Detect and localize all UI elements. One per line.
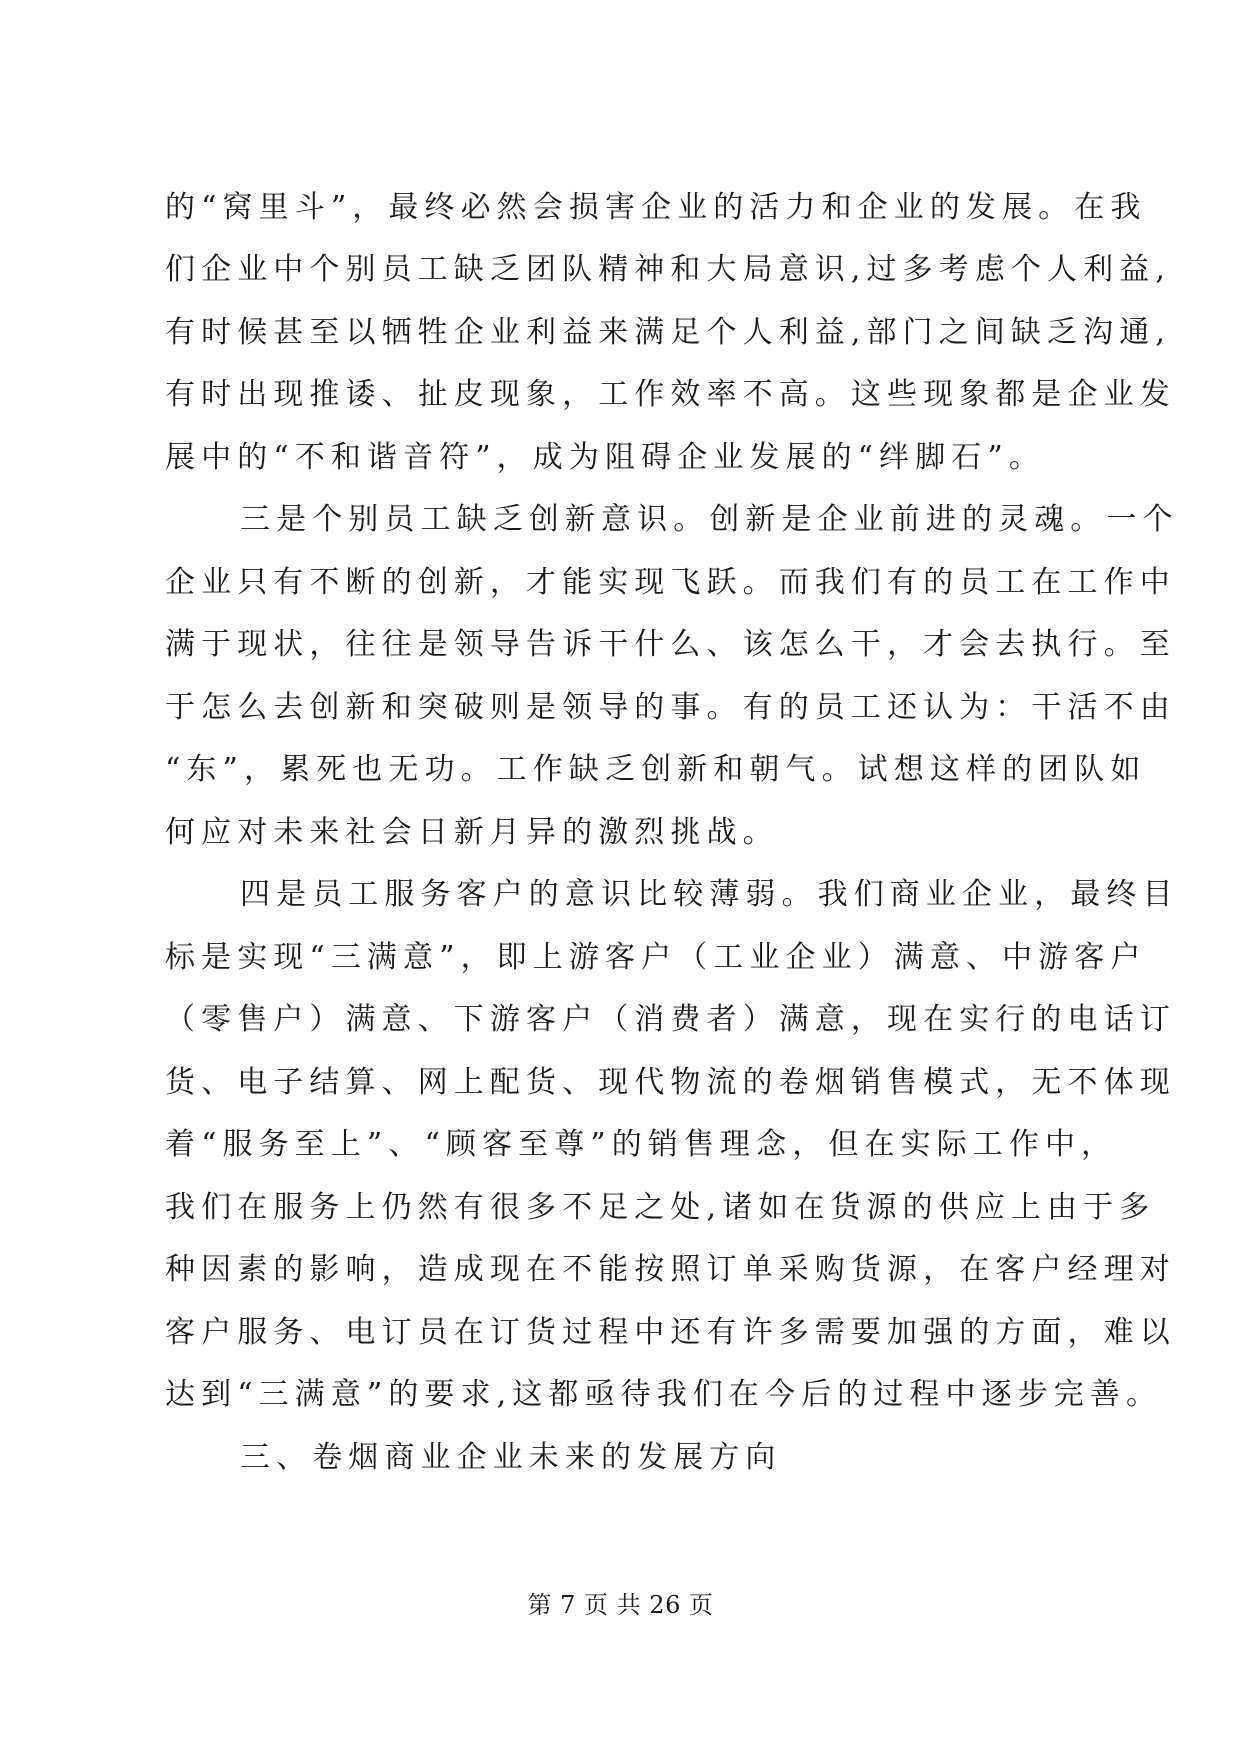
section-heading: 三、卷烟商业企业未来的发展方向 bbox=[240, 1440, 782, 1475]
body-text-line: 种因素的影响，造成现在不能按照订单采购货源，在客户经理对 bbox=[165, 1252, 1176, 1287]
body-text-line: 客户服务、电订员在订货过程中还有许多需要加强的方面，难以 bbox=[165, 1315, 1176, 1350]
body-text-line: 标是实现“三满意”，即上游客户（工业企业）满意、中游客户 bbox=[165, 940, 1147, 975]
body-text-line: 达到“三满意”的要求,这都亟待我们在今后的过程中逐步完善。 bbox=[165, 1377, 1163, 1412]
body-text-line: “东”，累死也无功。工作缺乏创新和朝气。试想这样的团队如 bbox=[165, 752, 1147, 787]
body-text-line: 们企业中个别员工缺乏团队精神和大局意识,过多考虑个人利益, bbox=[165, 252, 1171, 287]
body-text-line: 的“窝里斗”，最终必然会损害企业的活力和企业的发展。在我 bbox=[165, 190, 1147, 225]
body-text-line: 我们在服务上仍然有很多不足之处,诸如在货源的供应上由于多 bbox=[165, 1190, 1156, 1225]
body-text-line: 有时候甚至以牺牲企业利益来满足个人利益,部门之间缺乏沟通, bbox=[165, 315, 1171, 350]
body-text-line: 满于现状，往往是领导告诉干什么、该怎么干，才会去执行。至 bbox=[165, 627, 1176, 662]
body-text-line: （零售户）满意、下游客户（消费者）满意，现在实行的电话订 bbox=[165, 1002, 1176, 1037]
body-text-line: 企业只有不断的创新，才能实现飞跃。而我们有的员工在工作中 bbox=[165, 565, 1176, 600]
paragraph-first-line: 三是个别员工缺乏创新意识。创新是企业前进的灵魂。一个 bbox=[240, 502, 1179, 537]
body-text-line: 有时出现推诿、扯皮现象，工作效率不高。这些现象都是企业发 bbox=[165, 377, 1176, 412]
page-number-footer: 第 7 页 共 26 页 bbox=[527, 1591, 714, 1619]
body-text-line: 展中的“不和谐音符”，成为阻碍企业发展的“绊脚石”。 bbox=[165, 440, 1045, 475]
body-text-line: 着“服务至上”、“顾客至尊”的销售理念，但在实际工作中， bbox=[165, 1127, 1118, 1162]
body-text-line: 于怎么去创新和突破则是领导的事。有的员工还认为：干活不由 bbox=[165, 690, 1176, 725]
paragraph-first-line: 四是员工服务客户的意识比较薄弱。我们商业企业，最终目 bbox=[240, 877, 1179, 912]
body-text-line: 货、电子结算、网上配货、现代物流的卷烟销售模式，无不体现 bbox=[165, 1065, 1176, 1100]
body-text-line: 何应对未来社会日新月异的激烈挑战。 bbox=[165, 815, 779, 850]
